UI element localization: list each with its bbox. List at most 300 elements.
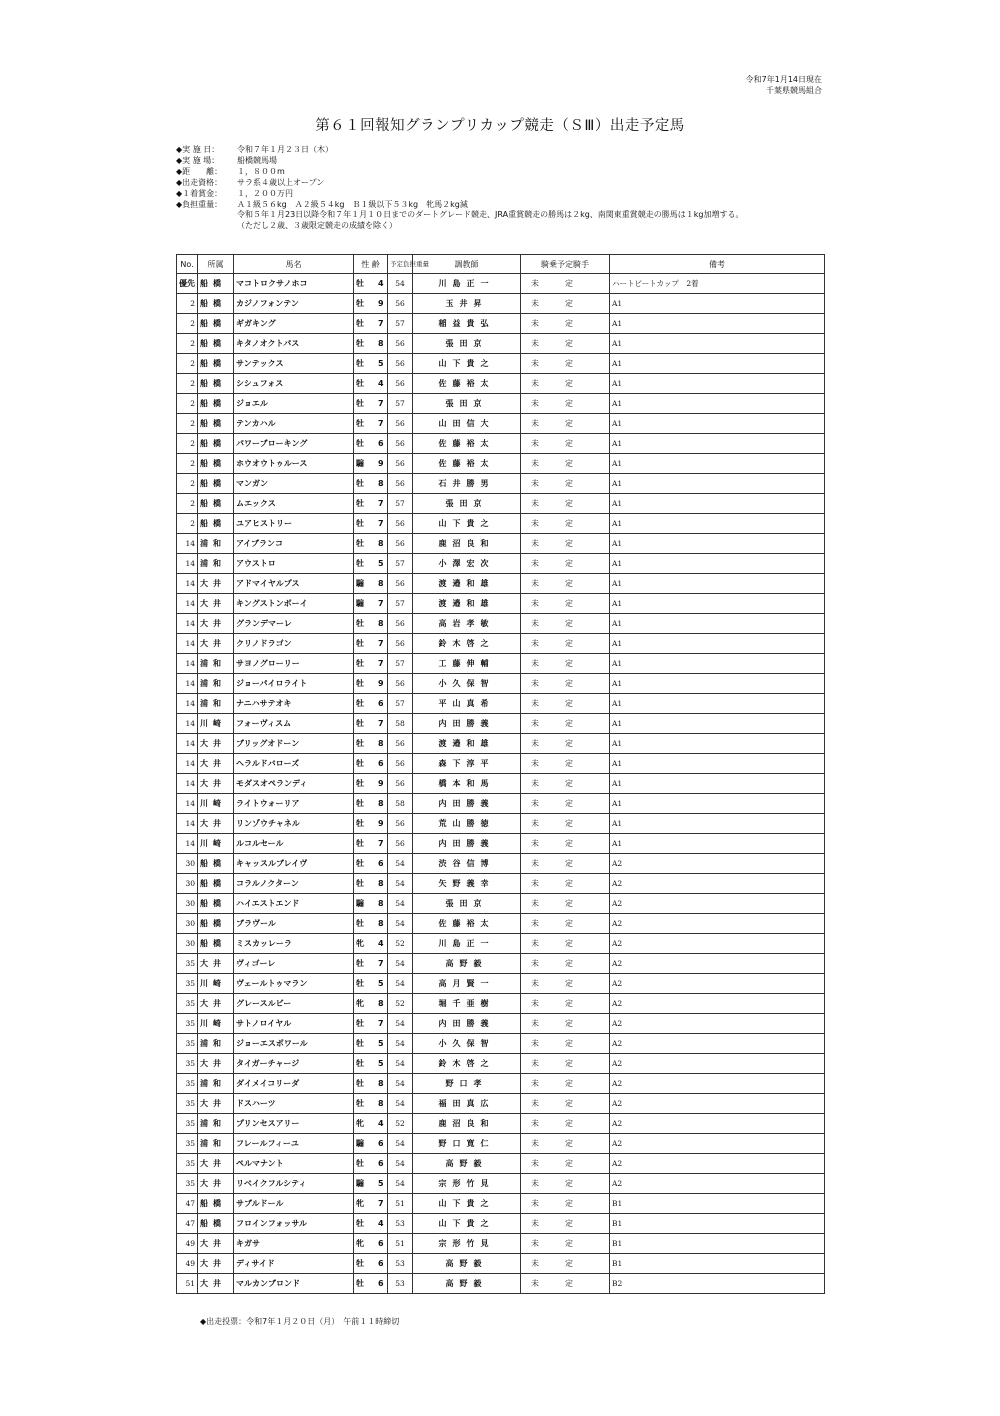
- cell-trainer: 山下貴之: [413, 1214, 521, 1234]
- info-value: 令和７年１月２３日（木）: [237, 145, 333, 154]
- cell-trainer: 堀千亜樹: [413, 994, 521, 1014]
- cell-note: A2: [610, 1054, 825, 1074]
- cell-trainer: 橋本和馬: [413, 774, 521, 794]
- cell-jockey: 未定: [521, 414, 610, 434]
- cell-weight: 57: [388, 394, 413, 414]
- cell-jockey: 未定: [521, 374, 610, 394]
- age: 7: [378, 599, 384, 608]
- cell-no: 35: [177, 1094, 198, 1114]
- cell-affiliation: 大井: [198, 574, 234, 594]
- cell-no: 30: [177, 934, 198, 954]
- cell-no: 14: [177, 654, 198, 674]
- col-header-weight: 予定負担重量: [388, 255, 413, 274]
- cell-affiliation: 船橋: [198, 894, 234, 914]
- cell-sex-age: [354, 714, 388, 734]
- cell-note: B1: [610, 1254, 825, 1274]
- table-row: [177, 1214, 825, 1234]
- cell-no: 優先: [177, 274, 198, 294]
- sex: 牡: [356, 799, 364, 808]
- cell-weight: 54: [388, 974, 413, 994]
- cell-trainer: 山田信大: [413, 414, 521, 434]
- age: 9: [378, 459, 384, 468]
- cell-note: A2: [610, 1174, 825, 1194]
- cell-affiliation: 大井: [198, 634, 234, 654]
- cell-jockey: 未定: [521, 614, 610, 634]
- info-value: １，２００万円: [237, 188, 293, 198]
- cell-affiliation: 大井: [198, 1054, 234, 1074]
- cell-trainer: 張田京: [413, 334, 521, 354]
- cell-jockey: 未定: [521, 994, 610, 1014]
- cell-note: A1: [610, 354, 825, 374]
- cell-jockey: 未定: [521, 814, 610, 834]
- cell-trainer: 川島正一: [413, 934, 521, 954]
- age: 5: [378, 1059, 384, 1068]
- age: 8: [378, 539, 384, 548]
- cell-horse-name: フォーヴィスム: [234, 714, 354, 734]
- cell-jockey: 未定: [521, 1234, 610, 1254]
- age: 5: [378, 979, 384, 988]
- cell-horse-name: アイブランコ: [234, 534, 354, 554]
- cell-horse-name: モダスオペランディ: [234, 774, 354, 794]
- cell-no: 14: [177, 834, 198, 854]
- cell-no: 35: [177, 1174, 198, 1194]
- sex: 牡: [356, 1079, 364, 1088]
- page-title: 第６１回報知グランプリカップ競走（ＳⅢ）出走予定馬: [315, 118, 685, 134]
- cell-jockey: 未定: [521, 874, 610, 894]
- age: 6: [378, 1259, 384, 1268]
- cell-sex-age: [354, 294, 388, 314]
- age: 7: [378, 659, 384, 668]
- cell-horse-name: キガサ: [234, 1234, 354, 1254]
- table-row: [177, 874, 825, 894]
- cell-sex-age: [354, 1114, 388, 1134]
- cell-jockey: 未定: [521, 1034, 610, 1054]
- table-body: [177, 274, 825, 1294]
- cell-trainer: 張田京: [413, 494, 521, 514]
- table-row: [177, 774, 825, 794]
- table-row: [177, 714, 825, 734]
- cell-affiliation: 大井: [198, 1234, 234, 1254]
- age: 8: [378, 999, 384, 1008]
- cell-affiliation: 川崎: [198, 794, 234, 814]
- cell-horse-name: テンカハル: [234, 414, 354, 434]
- sex: 牡: [356, 379, 364, 388]
- sex: 牡: [356, 679, 364, 688]
- info-value: サラ系４歳以上オープン: [237, 177, 325, 187]
- cell-sex-age: [354, 574, 388, 594]
- cell-no: 14: [177, 634, 198, 654]
- cell-affiliation: 浦和: [198, 1134, 234, 1154]
- cell-sex-age: [354, 354, 388, 374]
- cell-note: A1: [610, 834, 825, 854]
- sex: 牡: [356, 479, 364, 488]
- organizer: 千葉県競馬組合: [766, 86, 822, 95]
- sex: 牡: [356, 539, 364, 548]
- cell-jockey: 未定: [521, 1014, 610, 1034]
- cell-trainer: 石井勝男: [413, 474, 521, 494]
- cell-horse-name: キングストンボーイ: [234, 594, 354, 614]
- sex: 牡: [356, 559, 364, 568]
- cell-horse-name: パワーブローキング: [234, 434, 354, 454]
- sex: 牝: [356, 1119, 364, 1128]
- cell-horse-name: ヴェールトゥマラン: [234, 974, 354, 994]
- age: 6: [378, 1239, 384, 1248]
- cell-note: A2: [610, 1114, 825, 1134]
- cell-affiliation: 大井: [198, 1274, 234, 1294]
- sex: 牡: [356, 779, 364, 788]
- cell-no: 35: [177, 1134, 198, 1154]
- table-row: [177, 1034, 825, 1054]
- cell-jockey: 未定: [521, 774, 610, 794]
- cell-jockey: 未定: [521, 834, 610, 854]
- cell-affiliation: 船橋: [198, 274, 234, 294]
- cell-weight: 58: [388, 794, 413, 814]
- cell-trainer: 張田京: [413, 394, 521, 414]
- cell-affiliation: 大井: [198, 994, 234, 1014]
- age: 4: [378, 1119, 384, 1128]
- cell-note: B1: [610, 1214, 825, 1234]
- cell-weight: 54: [388, 894, 413, 914]
- cell-affiliation: 船橋: [198, 474, 234, 494]
- cell-no: 49: [177, 1234, 198, 1254]
- sex: 牡: [356, 1099, 364, 1108]
- cell-no: 14: [177, 754, 198, 774]
- cell-horse-name: アウストロ: [234, 554, 354, 574]
- cell-affiliation: 船橋: [198, 354, 234, 374]
- cell-affiliation: 川崎: [198, 834, 234, 854]
- cell-trainer: 小久保智: [413, 1034, 521, 1054]
- info-weight: [176, 200, 744, 211]
- cell-jockey: 未定: [521, 714, 610, 734]
- table-row: [177, 734, 825, 754]
- cell-trainer: 平山真希: [413, 694, 521, 714]
- cell-no: 2: [177, 334, 198, 354]
- cell-jockey: 未定: [521, 554, 610, 574]
- table-row: [177, 314, 825, 334]
- cell-affiliation: 大井: [198, 594, 234, 614]
- cell-trainer: 荒山勝徳: [413, 814, 521, 834]
- cell-weight: 54: [388, 874, 413, 894]
- cell-jockey: 未定: [521, 314, 610, 334]
- cell-no: 47: [177, 1194, 198, 1214]
- cell-horse-name: ホウオウトゥルース: [234, 454, 354, 474]
- table-row: [177, 654, 825, 674]
- table-row: [177, 1134, 825, 1154]
- cell-note: A1: [610, 814, 825, 834]
- cell-horse-name: ハイエストエンド: [234, 894, 354, 914]
- table-row: [177, 414, 825, 434]
- cell-sex-age: [354, 954, 388, 974]
- cell-trainer: 森下淳平: [413, 754, 521, 774]
- cell-weight: 54: [388, 954, 413, 974]
- cell-trainer: 小澤宏次: [413, 554, 521, 574]
- cell-jockey: 未定: [521, 474, 610, 494]
- sex: 牡: [356, 439, 364, 448]
- sex: 牡: [356, 499, 364, 508]
- cell-sex-age: [354, 754, 388, 774]
- cell-no: 49: [177, 1254, 198, 1274]
- cell-horse-name: フロインフォッサル: [234, 1214, 354, 1234]
- cell-sex-age: [354, 994, 388, 1014]
- age: 6: [378, 1159, 384, 1168]
- cell-sex-age: [354, 894, 388, 914]
- age: 4: [378, 1219, 384, 1228]
- age: 5: [378, 559, 384, 568]
- cell-no: 2: [177, 434, 198, 454]
- cell-horse-name: サンテックス: [234, 354, 354, 374]
- cell-no: 2: [177, 514, 198, 534]
- sex: 騸: [356, 459, 364, 468]
- cell-horse-name: キタノオクトパス: [234, 334, 354, 354]
- cell-horse-name: シシュフォス: [234, 374, 354, 394]
- cell-horse-name: ギガキング: [234, 314, 354, 334]
- cell-note: B1: [610, 1234, 825, 1254]
- cell-affiliation: 船橋: [198, 374, 234, 394]
- cell-jockey: 未定: [521, 634, 610, 654]
- sex: 牡: [356, 919, 364, 928]
- sex: 騸: [356, 899, 364, 908]
- age: 4: [378, 379, 384, 388]
- cell-trainer: 内田勝義: [413, 714, 521, 734]
- cell-horse-name: コラルノクターン: [234, 874, 354, 894]
- sex: 牡: [356, 959, 364, 968]
- table-row: [177, 914, 825, 934]
- table-row: [177, 394, 825, 414]
- cell-weight: 57: [388, 654, 413, 674]
- sex: 牡: [356, 1279, 364, 1288]
- info-label: ◆実 施 日：: [176, 145, 220, 154]
- cell-affiliation: 浦和: [198, 674, 234, 694]
- sex: 騸: [356, 1179, 364, 1188]
- cell-no: 2: [177, 454, 198, 474]
- cell-jockey: 未定: [521, 1174, 610, 1194]
- cell-weight: 56: [388, 754, 413, 774]
- cell-affiliation: 船橋: [198, 914, 234, 934]
- cell-sex-age: [354, 494, 388, 514]
- sex: 牡: [356, 1019, 364, 1028]
- cell-no: 14: [177, 814, 198, 834]
- age: 4: [378, 939, 384, 948]
- cell-sex-age: [354, 1194, 388, 1214]
- age: 8: [378, 919, 384, 928]
- cell-sex-age: [354, 1254, 388, 1274]
- cell-sex-age: [354, 314, 388, 334]
- sex: 牡: [356, 859, 364, 868]
- table-row: [177, 794, 825, 814]
- cell-horse-name: ブラヴール: [234, 914, 354, 934]
- race-info: [176, 145, 744, 232]
- cell-sex-age: [354, 1054, 388, 1074]
- cell-no: 14: [177, 554, 198, 574]
- sex: 牡: [356, 1059, 364, 1068]
- cell-note: B2: [610, 1274, 825, 1294]
- info-eligibility: [176, 178, 744, 189]
- cell-jockey: 未定: [521, 514, 610, 534]
- age: 8: [378, 739, 384, 748]
- cell-trainer: 福田真広: [413, 1094, 521, 1114]
- cell-note: A1: [610, 654, 825, 674]
- cell-weight: 56: [388, 574, 413, 594]
- sex: 牝: [356, 1199, 364, 1208]
- age: 9: [378, 299, 384, 308]
- table-row: [177, 474, 825, 494]
- cell-sex-age: [354, 394, 388, 414]
- cell-affiliation: 浦和: [198, 534, 234, 554]
- cell-jockey: 未定: [521, 594, 610, 614]
- cell-sex-age: [354, 1214, 388, 1234]
- cell-note: A1: [610, 674, 825, 694]
- cell-sex-age: [354, 534, 388, 554]
- sex: 牡: [356, 1159, 364, 1168]
- cell-sex-age: [354, 414, 388, 434]
- table-row: [177, 1234, 825, 1254]
- cell-trainer: 内田勝義: [413, 1014, 521, 1034]
- sex: 牡: [356, 519, 364, 528]
- cell-no: 14: [177, 594, 198, 614]
- sex: 牡: [356, 879, 364, 888]
- cell-jockey: 未定: [521, 894, 610, 914]
- sex: 牡: [356, 399, 364, 408]
- cell-no: 30: [177, 874, 198, 894]
- cell-no: 2: [177, 414, 198, 434]
- table-row: [177, 574, 825, 594]
- cell-horse-name: カジノフォンテン: [234, 294, 354, 314]
- cell-note: A1: [610, 374, 825, 394]
- age: 6: [378, 1279, 384, 1288]
- age: 6: [378, 1139, 384, 1148]
- cell-weight: 52: [388, 994, 413, 1014]
- cell-note: A2: [610, 934, 825, 954]
- cell-trainer: 渡邉和雄: [413, 574, 521, 594]
- cell-note: A1: [610, 334, 825, 354]
- sex: 牡: [356, 1039, 364, 1048]
- age: 7: [378, 839, 384, 848]
- cell-sex-age: [354, 834, 388, 854]
- sex: 牡: [356, 819, 364, 828]
- cell-affiliation: 大井: [198, 954, 234, 974]
- cell-weight: 54: [388, 1174, 413, 1194]
- cell-jockey: 未定: [521, 754, 610, 774]
- cell-jockey: 未定: [521, 654, 610, 674]
- cell-jockey: 未定: [521, 854, 610, 874]
- info-value: 船橋競馬場: [237, 155, 277, 165]
- entries-table: [176, 254, 825, 1294]
- cell-trainer: 川島正一: [413, 274, 521, 294]
- cell-sex-age: [354, 794, 388, 814]
- age: 8: [378, 1079, 384, 1088]
- cell-jockey: 未定: [521, 334, 610, 354]
- cell-trainer: 高野毅: [413, 1274, 521, 1294]
- cell-note: A1: [610, 614, 825, 634]
- cell-affiliation: 川崎: [198, 1014, 234, 1034]
- cell-sex-age: [354, 614, 388, 634]
- cell-weight: 57: [388, 314, 413, 334]
- cell-affiliation: 浦和: [198, 554, 234, 574]
- cell-note: A1: [610, 474, 825, 494]
- cell-weight: 54: [388, 1094, 413, 1114]
- cell-sex-age: [354, 1094, 388, 1114]
- sex: 牡: [356, 759, 364, 768]
- cell-horse-name: マコトロクサノホコ: [234, 274, 354, 294]
- age: 8: [378, 1099, 384, 1108]
- cell-sex-age: [354, 694, 388, 714]
- cell-jockey: 未定: [521, 1274, 610, 1294]
- cell-jockey: 未定: [521, 434, 610, 454]
- cell-sex-age: [354, 1174, 388, 1194]
- cell-horse-name: クリノドラゴン: [234, 634, 354, 654]
- cell-jockey: 未定: [521, 914, 610, 934]
- cell-no: 30: [177, 894, 198, 914]
- cell-horse-name: アドマイヤルプス: [234, 574, 354, 594]
- sex: 牡: [356, 739, 364, 748]
- cell-affiliation: 船橋: [198, 414, 234, 434]
- cell-sex-age: [354, 274, 388, 294]
- cell-weight: 54: [388, 1154, 413, 1174]
- cell-horse-name: キャッスルブレイヴ: [234, 854, 354, 874]
- cell-no: 2: [177, 394, 198, 414]
- cell-trainer: 高岩孝敏: [413, 614, 521, 634]
- cell-no: 14: [177, 694, 198, 714]
- cell-jockey: 未定: [521, 954, 610, 974]
- age: 4: [378, 279, 384, 288]
- cell-affiliation: 浦和: [198, 1114, 234, 1134]
- sex: 牝: [356, 999, 364, 1008]
- age: 5: [378, 359, 384, 368]
- cell-sex-age: [354, 1074, 388, 1094]
- cell-weight: 56: [388, 774, 413, 794]
- table-row: [177, 694, 825, 714]
- cell-horse-name: リンゾウチャネル: [234, 814, 354, 834]
- table-row: [177, 534, 825, 554]
- cell-note: A2: [610, 874, 825, 894]
- table-row: [177, 1114, 825, 1134]
- table-row: [177, 1274, 825, 1294]
- cell-note: A2: [610, 1074, 825, 1094]
- cell-weight: 52: [388, 1114, 413, 1134]
- cell-horse-name: サトノロイヤル: [234, 1014, 354, 1034]
- col-header-jockey: 騎乗予定騎手: [521, 255, 610, 274]
- cell-affiliation: 船橋: [198, 874, 234, 894]
- cell-weight: 54: [388, 1034, 413, 1054]
- cell-affiliation: 大井: [198, 1174, 234, 1194]
- cell-sex-age: [354, 634, 388, 654]
- cell-horse-name: ムエックス: [234, 494, 354, 514]
- cell-horse-name: ユアヒストリー: [234, 514, 354, 534]
- cell-sex-age: [354, 474, 388, 494]
- table-row: [177, 1054, 825, 1074]
- info-note: （ただし２歳、３歳限定競走の成績を除く）: [237, 221, 397, 231]
- cell-weight: 57: [388, 694, 413, 714]
- table-row: [177, 854, 825, 874]
- cell-weight: 54: [388, 1134, 413, 1154]
- cell-weight: 57: [388, 554, 413, 574]
- cell-sex-age: [354, 854, 388, 874]
- cell-sex-age: [354, 914, 388, 934]
- cell-horse-name: タイガーチャージ: [234, 1054, 354, 1074]
- sex: 牡: [356, 359, 364, 368]
- cell-no: 14: [177, 734, 198, 754]
- age: 7: [378, 319, 384, 328]
- cell-trainer: 鈴木啓之: [413, 634, 521, 654]
- table-row: [177, 374, 825, 394]
- cell-sex-age: [354, 1234, 388, 1254]
- cell-no: 35: [177, 1114, 198, 1134]
- table-row: [177, 894, 825, 914]
- cell-note: A2: [610, 854, 825, 874]
- cell-note: ハートビートカップ 2着: [610, 274, 825, 294]
- cell-affiliation: 船橋: [198, 314, 234, 334]
- sex: 牝: [356, 939, 364, 948]
